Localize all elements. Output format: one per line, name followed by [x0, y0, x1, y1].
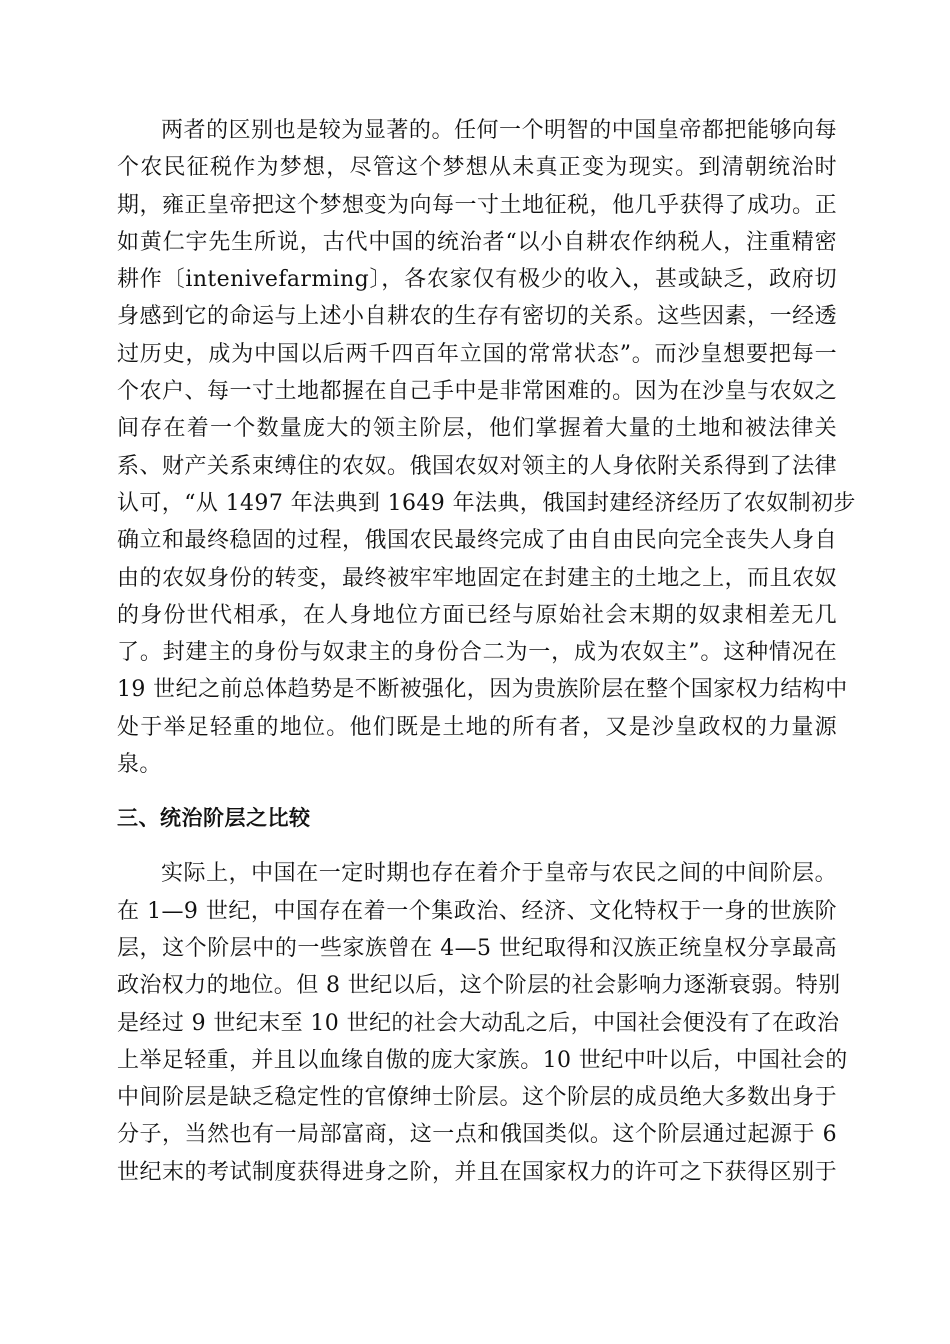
text-line: 实际上，中国在一定时期也存在着介于皇帝与农民之间的中间阶层。 [161, 861, 837, 887]
text-line: 中间阶层是缺乏稳定性的官僚绅士阶层。这个阶层的成员绝大多数出身于 [117, 1085, 837, 1111]
text-line: 政治权力的地位。但 8 世纪以后，这个阶层的社会影响力逐渐衰弱。特别 [117, 973, 841, 999]
text-line: 了。封建主的身份与奴隶主的身份合二为一，成为农奴主”。这种情况在 [117, 640, 837, 666]
text-line: 泉。 [117, 752, 162, 778]
text-line: 个农民征税作为梦想，尽管这个梦想从未真正变为现实。到清朝统治时 [117, 155, 837, 181]
text-line: 身感到它的命运与上述小自耕农的生存有密切的关系。这些因素，一经透 [117, 304, 837, 330]
text-line: 如黄仁宇先生所说，古代中国的统治者“以小自耕农作纳税人，注重精密 [117, 229, 837, 255]
text-line: 由的农奴身份的转变，最终被牢牢地固定在封建主的土地之上，而且农奴 [117, 565, 837, 591]
text-line: 认可，“从 1497 年法典到 1649 年法典，俄国封建经济经历了农奴制初步 [117, 490, 856, 516]
text-line: 间存在着一个数量庞大的领主阶层，他们掌握着大量的土地和被法律关 [117, 416, 837, 442]
section-heading: 三、统治阶层之比较 [117, 806, 311, 831]
text-line: 系、财产关系束缚住的农奴。俄国农奴对领主的人身依附关系得到了法律 [117, 453, 837, 479]
text-line: 19 世纪之前总体趋势是不断被强化，因为贵族阶层在整个国家权力结构中 [117, 677, 848, 703]
text-line: 在 1—9 世纪，中国存在着一个集政治、经济、文化特权于一身的世族阶 [117, 898, 837, 924]
text-line: 确立和最终稳固的过程，俄国农民最终完成了由自由民向完全丧失人身自 [117, 528, 837, 554]
text-line: 上举足轻重，并且以血缘自傲的庞大家族。10 世纪中叶以后，中国社会的 [117, 1047, 848, 1073]
text-line: 个农户、每一寸土地都握在自己手中是非常困难的。因为在沙皇与农奴之 [117, 379, 837, 405]
text-line: 两者的区别也是较为显著的。任何一个明智的中国皇帝都把能够向每 [161, 118, 837, 143]
text-line: 过历史，成为中国以后两千四百年立国的常常状态”。而沙皇想要把每一 [117, 341, 837, 367]
text-line: 是经过 9 世纪末至 10 世纪的社会大动乱之后，中国社会便没有了在政治 [117, 1010, 840, 1036]
page-content [117, 112, 856, 1191]
paragraph-russia-china-difference [117, 112, 856, 783]
paragraph-ruling-class [117, 855, 848, 1191]
text-line: 的身份世代相承，在人身地位方面已经与原始社会末期的奴隶相差无几 [117, 602, 837, 628]
text-line: 世纪末的考试制度获得进身之阶，并且在国家权力的许可之下获得区别于 [117, 1159, 837, 1185]
text-line: 期，雍正皇帝把这个梦想变为向每一寸土地征税，他几乎获得了成功。正 [117, 192, 837, 218]
text-line: 耕作〔intenivefarming〕，各农家仅有极少的收入，甚或缺乏，政府切 [117, 267, 837, 293]
text-line: 分子，当然也有一局部富商，这一点和俄国类似。这个阶层通过起源于 6 [117, 1122, 837, 1148]
text-line: 处于举足轻重的地位。他们既是土地的所有者，又是沙皇政权的力量源 [117, 714, 837, 740]
text-line: 层，这个阶层中的一些家族曾在 4—5 世纪取得和汉族正统皇权分享最高 [117, 935, 837, 961]
